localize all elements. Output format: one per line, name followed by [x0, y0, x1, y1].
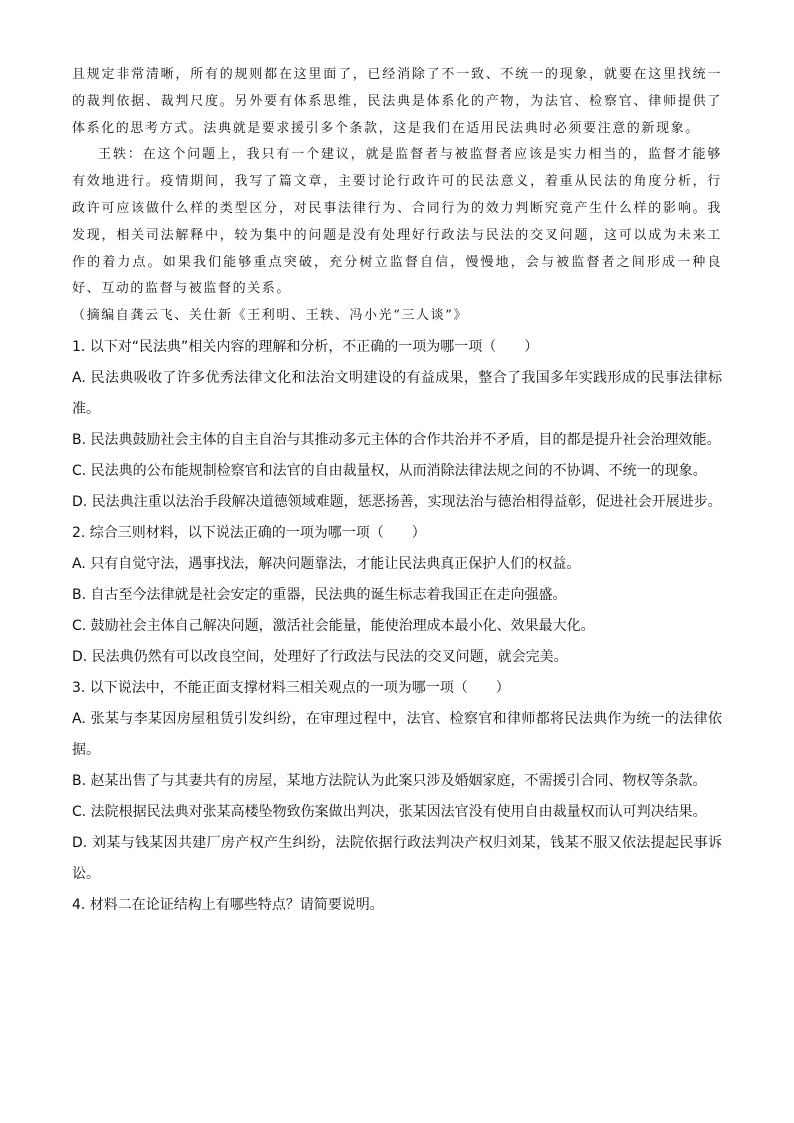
option-a: A. 张某与李某因房屋租赁引发纠纷，在审理过程中，法官、检察官和律师都将民法典作为统一的法律依据。 [72, 710, 722, 758]
reading-material [72, 62, 722, 330]
question-stem: 3. 以下说法中，不能正面支撑材料三相关观点的一项为哪一项（ ） [72, 679, 510, 696]
option-d: D. 刘某与钱某因共建厂房产权产生纠纷，法院依据行政法判决产权归刘某，钱某不服又依法提起民事诉讼。 [72, 834, 722, 882]
material-source: （摘编自龚云飞、关仕新《王利明、王轶、冯小光“三人谈”》 [72, 308, 469, 324]
option-d: D. 民法典仍然有可以改良空间，处理好了行政法与民法的交叉问题，就会完美。 [72, 648, 568, 665]
question-stem: 4. 材料二在论证结构上有哪些特点？请简要说明。 [72, 896, 384, 913]
question-4 [72, 890, 722, 921]
option-c: C. 法院根据民法典对张某高楼坠物致伤案做出判决，张某因法官没有使用自由裁量权而认可判决结果。 [72, 803, 707, 820]
question-stem: 2. 综合三则材料，以下说法正确的一项为哪一项（ ） [72, 524, 426, 541]
option-b: B. 民法典鼓励社会主体的自主自治与其推动多元主体的合作共治并不矛盾，目的都是提升社会治理效能。 [72, 431, 721, 448]
question-3 [72, 673, 722, 890]
question-1 [72, 332, 722, 518]
option-c: C. 鼓励社会主体自己解决问题，激活社会能量，能使治理成本最小化、效果最大化。 [72, 617, 595, 634]
question-2 [72, 518, 722, 673]
material-paragraph: 王轶：在这个问题上，我只有一个建议，就是监督者与被监督者应该是实力相当的，监督才能够有效地进行。疫情期间，我写了篇文章，主要讨论行政许可的民法意义，着重从民法的角度分析，行政许可应该做什么样的类型区分，对民事法律行为、合同行为的效力判断究竟产生什么样的影响。我发现，相关司法解释中，较为集中的问题是没有处理好行政法与民法的交叉问题，这可以成为未来工作的着力点。如果我们能够重点突破，充分树立监督自信，慢慢地，会与被监督者之间形成一种良好、互动的监督与被监督的关系。 [72, 147, 722, 297]
option-b: B. 自古至今法律就是社会安定的重器，民法典的诞生标志着我国正在走向强盛。 [72, 586, 567, 603]
question-stem: 1. 以下对“民法典”相关内容的理解和分析，不正确的一项为哪一项（ ） [72, 338, 539, 355]
option-d: D. 民法典注重以法治手段解决道德领域难题，惩恶扬善，实现法治与德治相得益彰，促进社会开展进步。 [72, 493, 722, 510]
option-b: B. 赵某出售了与其妻共有的房屋，某地方法院认为此案只涉及婚姻家庭，不需援引合同、物权等条款。 [72, 772, 707, 789]
document-page [72, 62, 722, 921]
question-list [72, 332, 722, 921]
option-c: C. 民法典的公布能规制检察官和法官的自由裁量权，从而消除法律法规之间的不协调、不统一的现象。 [72, 462, 707, 479]
option-a: A. 只有自觉守法，遇事找法，解决问题靠法，才能让民法典真正保护人们的权益。 [72, 555, 581, 572]
material-paragraph: 且规定非常清晰，所有的规则都在这里面了，已经消除了不一致、不统一的现象，就要在这里找统一的裁判依据、裁判尺度。另外要有体系思维，民法典是体系化的产物，为法官、检察官、律师提供了体系化的思考方式。法典就是要求援引多个条款，这是我们在适用民法典时必须要注意的新现象。 [72, 67, 722, 136]
option-a: A. 民法典吸收了许多优秀法律文化和法治文明建设的有益成果，整合了我国多年实践形成的民事法律标准。 [72, 369, 722, 417]
